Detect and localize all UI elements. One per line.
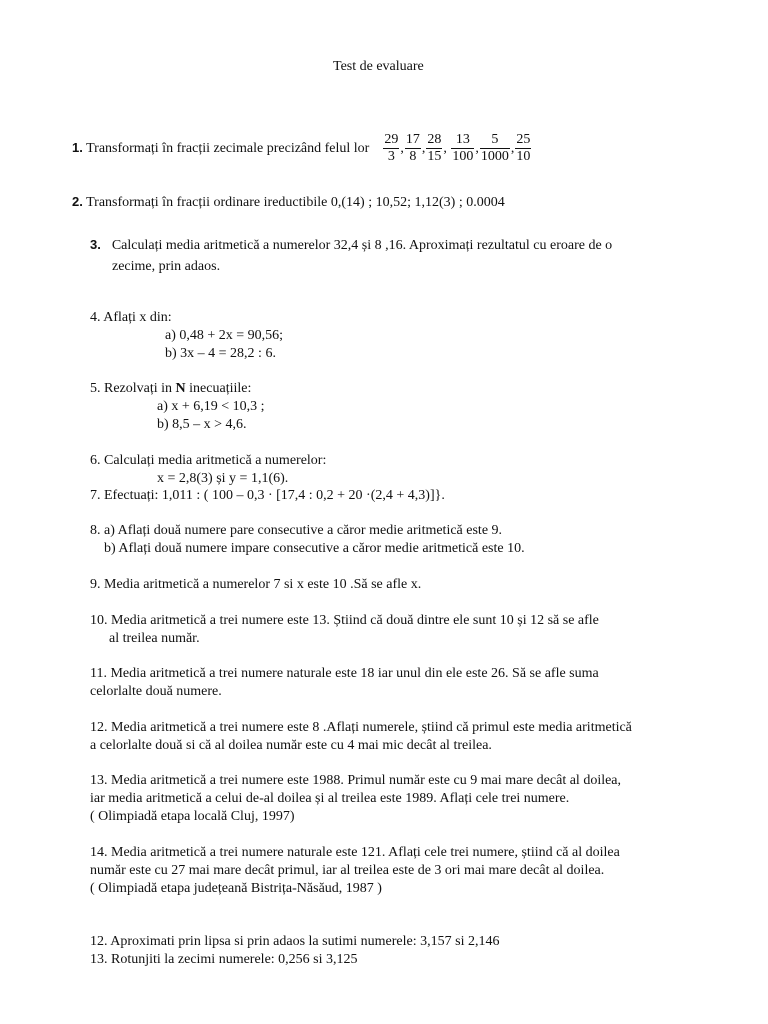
problem-11-line-2: celorlalte două numere. [90,684,222,699]
problem-10: 10. Media aritmetică a trei numere este 13. Știind că două dintre ele sunt 10 și 12 să se afle [90,613,599,628]
fraction: $\frac{28}{15}$ [427,132,442,165]
problem-6-line-2: x = 2,8(3) și y = 1,1(6). [157,471,289,486]
problem-12: 12. Media aritmetică a trei numere este 8 .Aflați numerele, știind că primul este media aritmetică [90,720,632,735]
problem-11: 11. Media aritmetică a trei numere naturale este 18 iar unul din ele este 26. Să se afle suma [90,666,599,681]
problem-5-b: b) 8,5 – x > 4,6. [157,417,247,432]
problem-text: Calculați media aritmetică a numerelor 32,4 și 8 ,16. Aproximați rezultatul cu eroare de o [111,238,613,253]
fraction: $\frac{17}{8}$ [405,132,420,165]
problem-text: Transformați în fracții zecimale precizând felul lor [86,141,370,156]
problem-13: 13. Media aritmetică a trei numere este 1988. Primul număr este cu 9 mai mare decât al doilea, [90,773,622,788]
problem-5-a: a) x + 6,19 < 10,3 ; [157,399,265,414]
fraction: $\frac{25}{10}$ [516,132,531,165]
problem-number: 2. [72,194,83,209]
page-title: Test de evaluare [333,59,424,74]
problem-8-a: 8. a) Aflați două numere pare consecutive a căror medie aritmetică este 9. [90,523,503,538]
problem-13-line-2: iar media aritmetică a celui de-al doilea și al treilea este 1989. Aflați cele trei numere. [90,791,570,806]
problem-3 [90,236,612,254]
problem-number: 1. [72,140,83,155]
problem-4-a: a) 0,48 + 2x = 90,56; [165,328,284,343]
problem-12-line-2: a celorlalte două si că al doilea număr este cu 4 mai mic decât al treilea. [90,738,492,753]
fraction: $\frac{29}{3}$ [384,132,399,165]
fraction: $\frac{5}{1000}$ [480,132,509,165]
problem-14-line-2: număr este cu 27 mai mare decât primul, iar al treilea este de 3 ori mai mare decât al doilea. [90,863,605,878]
problem-4-b: b) 3x – 4 = 28,2 : 6. [165,346,276,361]
problem-14: 14. Media aritmetică a trei numere naturale este 121. Aflați cele trei numere, știind că al doilea [90,845,620,860]
problem-3-line-2: zecime, prin adaos. [112,259,221,274]
problem-14-source: ( Olimpiadă etapa județeană Bistrița-Năsăud, 1987 ) [90,881,382,896]
problem-text: Transformați în fracții ordinare ireductibile 0,(14) ; 10,52; 1,12(3) ; 0.0004 [86,195,505,210]
problem-4: 4. Aflați x din: [90,310,172,325]
problem-6: 6. Calculați media aritmetică a numerelor: [90,453,327,468]
problem-9: 9. Media aritmetică a numerelor 7 si x este 10 .Să se afle x. [90,577,422,592]
problem-number: 3. [90,237,101,252]
problem-13-source: ( Olimpiadă etapa locală Cluj, 1997) [90,809,295,824]
problem-extra-12: 12. Aproximati prin lipsa si prin adaos la sutimi numerele: 3,157 si 2,146 [90,934,500,949]
problem-5: 5. Rezolvați in N inecuațiile: [90,381,252,396]
fraction: $\frac{13}{100}$ [452,132,474,165]
problem-2 [72,193,505,211]
problem-1: 1. Transformați în fracții zecimale precizând felul lor $\frac{29}{3}$ , $\frac{17}{8}$ , $\frac{28}{15}$ , $\frac{13}{100}$ , $\frac{5}{1000}$ , $\frac{25}{10}$ [72,132,531,165]
problem-8-b: b) Aflați două numere impare consecutive a căror medie aritmetică este 10. [104,541,525,556]
natural-numbers-set: N [175,381,186,396]
problem-extra-13: 13. Rotunjiti la zecimi numerele: 0,256 si 3,125 [90,952,358,967]
problem-10-line-2: al treilea număr. [109,631,200,646]
problem-7: 7. Efectuați: 1,011 : ( 100 – 0,3 · [17,4 : 0,2 + 20 ·(2,4 + 4,3)]}. [90,488,445,503]
